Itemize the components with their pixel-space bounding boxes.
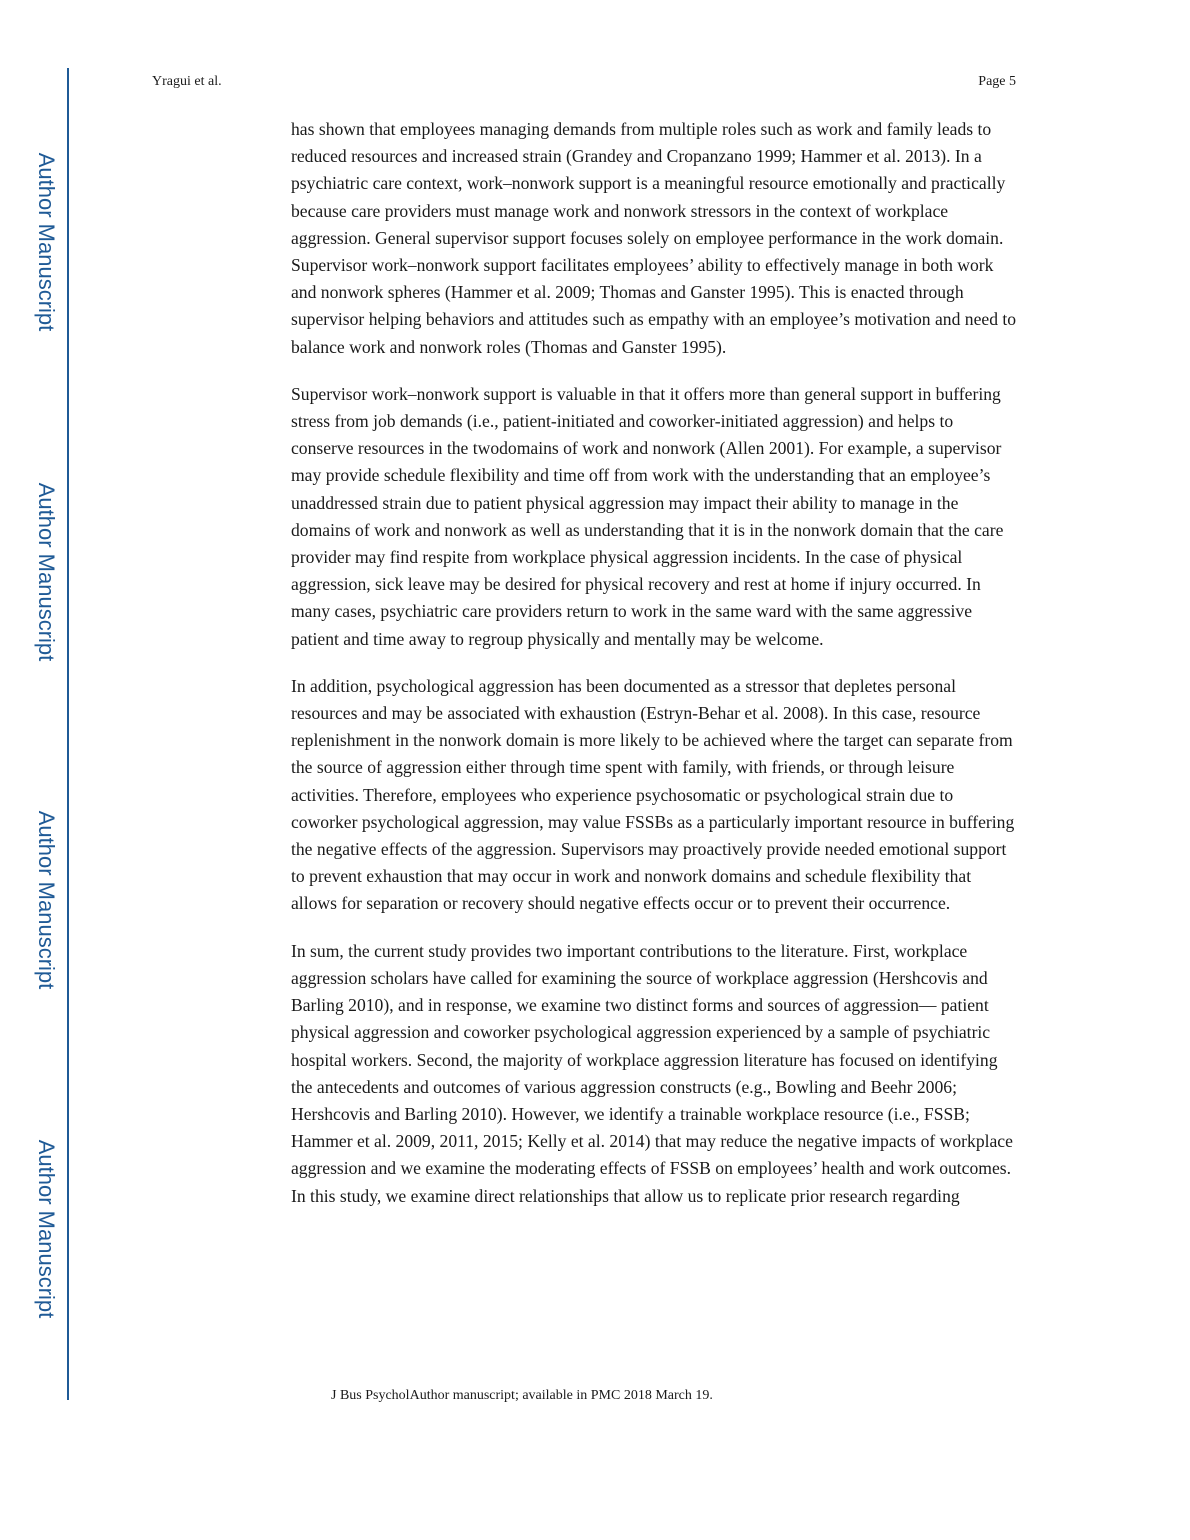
footer-journal: J Bus Psychol: [331, 1388, 410, 1403]
article-body: [291, 116, 1019, 1230]
side-banner-text: Author Manuscript: [34, 810, 59, 990]
page-footer: [331, 1388, 713, 1404]
footer-availability-note: Author manuscript; available in PMC 2018 March 19.: [409, 1388, 713, 1403]
body-paragraph-2: Supervisor work–nonwork support is valuable in that it offers more than general support in buffering stress from job demands (i.e., patient-initiated and coworker-initiated aggression) and helps to conserve resources in the twodomains of work and nonwork (Allen 2001). For example, a supervisor may provide schedule flexibility and time off from work with the understanding that an employee’s unaddressed strain due to patient physical aggression may impact their ability to manage in the domains of work and nonwork as well as understanding that it is in the nonwork domain that the care provider may find respite from workplace physical aggression incidents. In the case of physical aggression, sick leave may be desired for physical recovery and rest at home if injury occurred. In many cases, psychiatric care providers return to work in the same ward with the same aggressive patient and time away to regroup physically and mentally may be welcome.: [291, 383, 1004, 649]
running-head-page-number: Page 5: [978, 74, 1016, 89]
running-head-authors: Yragui et al.: [152, 74, 222, 89]
body-paragraph-1: has shown that employees managing demands from multiple roles such as work and family leads to reduced resources and increased strain (Grandey and Cropanzano 1999; Hammer et al. 2013). In a psychiatric care context, work–nonwork support is a meaningful resource emotionally and practically because care providers must manage work and nonwork stressors in the context of workplace aggression. General supervisor support focuses solely on employee performance in the work domain. Supervisor work–nonwork support facilitates employees’ ability to effectively manage in both work and nonwork spheres (Hammer et al. 2009; Thomas and Ganster 1995). This is enacted through supervisor helping behaviors and attitudes such as empathy with an employee’s motivation and need to balance work and nonwork roles (Thomas and Ganster 1995).: [291, 119, 1017, 357]
author-manuscript-side-rule: [67, 68, 69, 1400]
side-banner-text: Author Manuscript: [34, 152, 59, 332]
side-banner-text: Author Manuscript: [34, 1139, 59, 1319]
side-banner-text: Author Manuscript: [34, 482, 59, 662]
body-paragraph-3: In addition, psychological aggression has been documented as a stressor that depletes personal resources and may be associated with exhaustion (Estryn-Behar et al. 2008). In this case, resource replenishment in the nonwork domain is more likely to be achieved where the target can separate from the source of aggression either through time spent with family, with friends, or through leisure activities. Therefore, employees who experience psychosomatic or psychological strain due to coworker psychological aggression, may value FSSBs as a particularly important resource in buffering the negative effects of the aggression. Supervisors may proactively provide needed emotional support to prevent exhaustion that may occur in work and nonwork domains and schedule flexibility that allows for separation or recovery should negative effects occur or to prevent their occurrence.: [291, 675, 1015, 914]
body-paragraph-4: In sum, the current study provides two important contributions to the literature. First, workplace aggression scholars have called for examining the source of workplace aggression (Hershcovis and Barling 2010), and in response, we examine two distinct forms and sources of aggression— patient physical aggression and coworker psychological aggression experienced by a sample of psychiatric hospital workers. Second, the majority of workplace aggression literature has focused on identifying the antecedents and outcomes of various aggression constructs (e.g., Bowling and Beehr 2006; Hershcovis and Barling 2010). However, we identify a trainable workplace resource (i.e., FSSB; Hammer et al. 2009, 2011, 2015; Kelly et al. 2014) that may reduce the negative impacts of workplace aggression and we examine the moderating effects of FSSB on employees’ health and work outcomes. In this study, we examine direct relationships that allow us to replicate prior research regarding: [291, 940, 1013, 1206]
